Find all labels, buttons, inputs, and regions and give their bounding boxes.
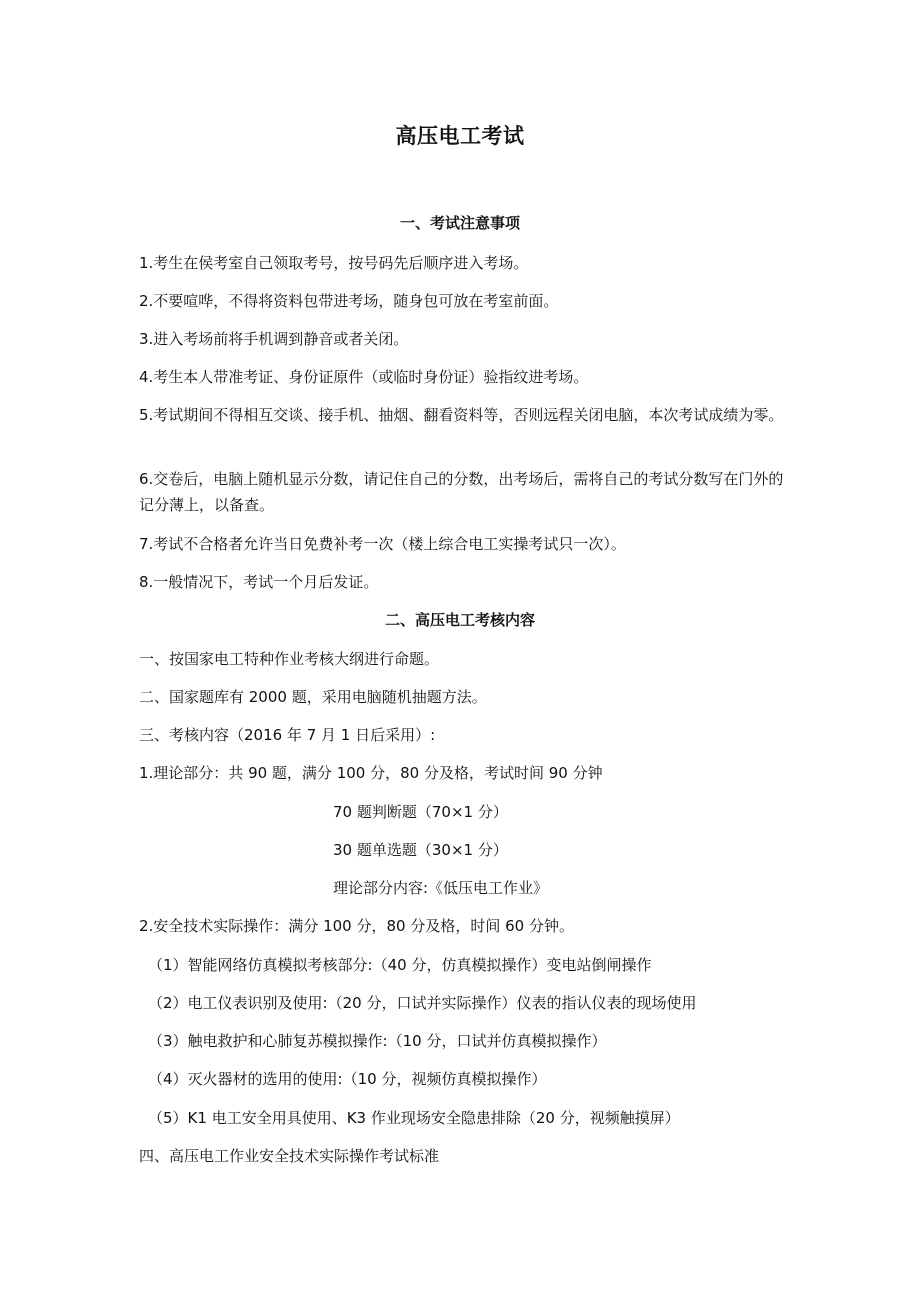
content-item-4: 四、高压电工作业安全技术实际操作考试标准 xyxy=(139,1147,440,1165)
theory-sub-2: 30 题单选题（30×1 分） xyxy=(333,841,508,859)
notes-item-5: 5.考试期间不得相互交谈、接手机、抽烟、翻看资料等，否则远程关闭电脑，本次考试成绩为零。 xyxy=(139,406,784,424)
page-title: 高压电工考试 xyxy=(395,124,525,148)
notes-item-8: 8.一般情况下，考试一个月后发证。 xyxy=(139,573,379,591)
notes-item-2: 2.不要喧哗，不得将资料包带进考场，随身包可放在考室前面。 xyxy=(139,292,559,310)
notes-item-1: 1.考生在侯考室自己领取考号，按号码先后顺序进入考场。 xyxy=(139,254,529,272)
practice-sub-1: （1）智能网络仿真模拟考核部分:（40 分，仿真模拟操作）变电站倒闸操作 xyxy=(148,956,652,974)
theory-sub-1: 70 题判断题（70×1 分） xyxy=(333,803,508,821)
content-item-3: 三、考核内容（2016 年 7 月 1 日后采用）: xyxy=(139,726,436,744)
notes-item-4: 4.考生本人带准考证、身份证原件（或临时身份证）验指纹进考场。 xyxy=(139,368,589,386)
content-item-1: 一、按国家电工特种作业考核大纲进行命题。 xyxy=(139,650,440,668)
section-heading-content: 二、高压电工考核内容 xyxy=(384,611,535,629)
practice-sub-5: （5）K1 电工安全用具使用、K3 作业现场安全隐患排除（20 分，视频触摸屏） xyxy=(148,1109,680,1127)
practice-sub-2: （2）电工仪表识别及使用:（20 分，口试并实际操作）仪表的指认仪表的现场使用 xyxy=(148,994,697,1012)
practice-sub-3: （3）触电救护和心肺复苏模拟操作:（10 分，口试并仿真模拟操作） xyxy=(148,1032,607,1050)
theory-label: 1.理论部分：共 90 题，满分 100 分，80 分及格，考试时间 90 分钟 xyxy=(139,764,603,782)
practice-sub-4: （4）灭火器材的选用的使用:（10 分，视频仿真模拟操作） xyxy=(148,1070,547,1088)
section-heading-notes: 一、考试注意事项 xyxy=(399,214,520,232)
theory-sub-3: 理论部分内容:《低压电工作业》 xyxy=(333,879,549,897)
notes-item-3: 3.进入考场前将手机调到静音或者关闭。 xyxy=(139,330,409,348)
practice-label: 2.安全技术实际操作：满分 100 分，80 分及格，时间 60 分钟。 xyxy=(139,917,574,935)
content-item-2: 二、国家题库有 2000 题，采用电脑随机抽题方法。 xyxy=(139,688,487,706)
notes-item-7: 7.考试不合格者允许当日免费补考一次（楼上综合电工实操考试只一次）。 xyxy=(139,535,626,553)
notes-item-6: 6.交卷后，电脑上随机显示分数，请记住自己的分数，出考场后，需将自己的考试分数写在门外的记分薄上，以备查。 xyxy=(139,470,784,514)
